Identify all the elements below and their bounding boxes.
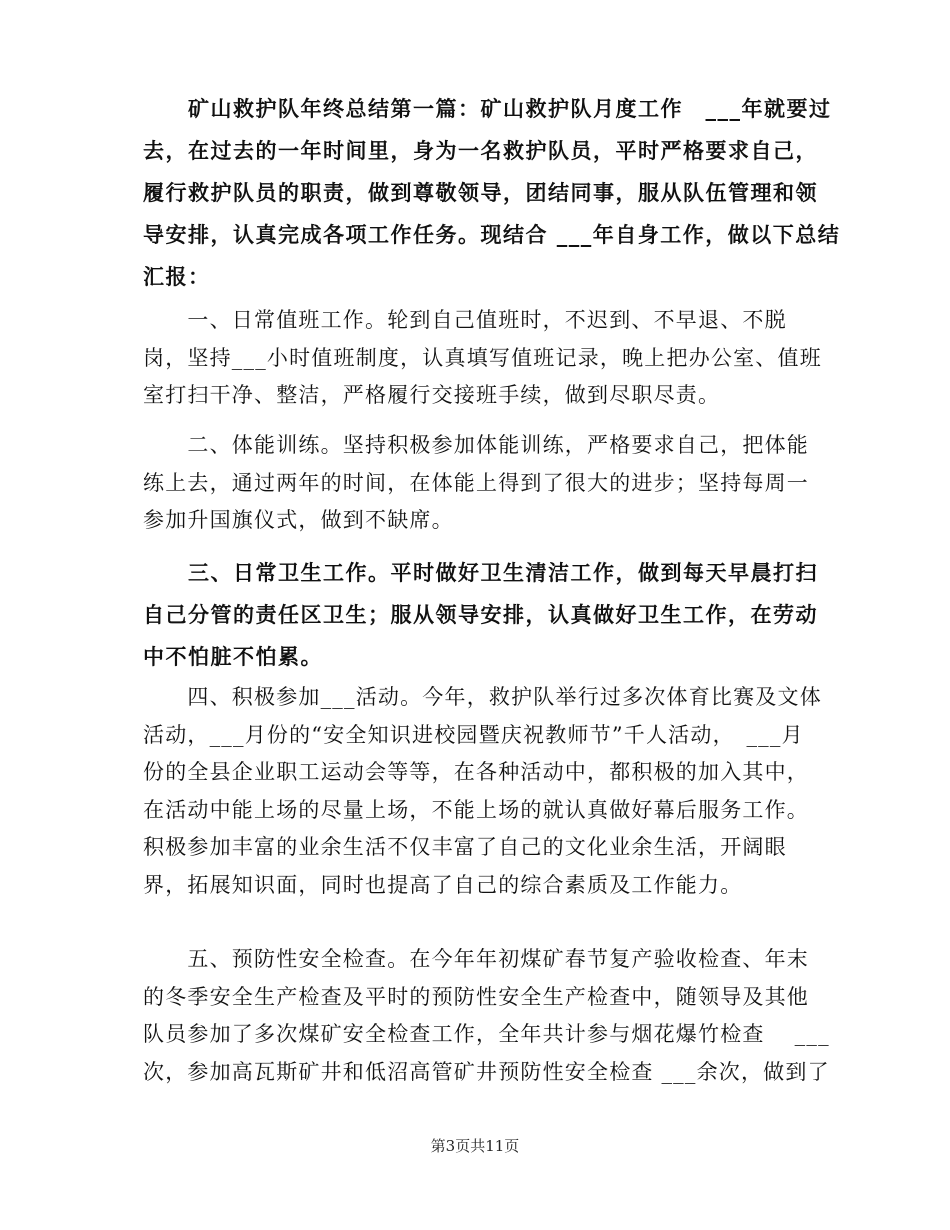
text-line: 矿山救护队年终总结第一篇：矿山救护队月度工作 ___年就要过	[143, 97, 832, 121]
text-line: 练上去，通过两年的时间，在体能上得到了很大的进步；坚持每周一	[143, 470, 809, 495]
paragraph-activities	[143, 679, 822, 904]
text-line: 汇报：	[143, 265, 211, 289]
paragraph-safety-inspection	[143, 941, 830, 1091]
text-line: 次，参加高瓦斯矿井和低沼高管矿井预防性安全检查 ___余次，做到了	[143, 1059, 830, 1084]
text-line: 导安排，认真完成各项工作任务。现结合 ___年自身工作，做以下总结	[143, 223, 841, 247]
text-line: 岗，坚持___小时值班制度，认真填写值班记录，晚上把办公室、值班	[143, 345, 822, 370]
text-line: 中不怕脏不怕累。	[143, 645, 323, 669]
text-line: 二、体能训练。坚持积极参加体能训练，严格要求自己，把体能	[143, 433, 809, 457]
text-line: 履行救护队员的职责，做到尊敬领导，团结同事，服从队伍管理和领	[143, 181, 818, 205]
text-line: 五、预防性安全检查。在今年年初煤矿春节复产验收检查、年末	[143, 947, 809, 971]
text-line: 三、日常卫生工作。平时做好卫生清洁工作，做到每天早晨打扫	[143, 561, 818, 585]
text-line: 界，拓展知识面，同时也提高了自己的综合素质及工作能力。	[143, 872, 743, 897]
paragraph-duty-work	[143, 302, 822, 415]
text-line: 一、日常值班工作。轮到自己值班时，不迟到、不早退、不脱	[143, 308, 787, 332]
text-line: 在活动中能上场的尽量上场，不能上场的就认真做好幕后服务工作。	[143, 797, 809, 822]
text-line: 活动，___月份的“安全知识进校园暨庆祝教师节”千人活动， ___月	[143, 722, 804, 747]
text-line: 室打扫干净、整洁，严格履行交接班手续，做到尽职尽责。	[143, 383, 721, 407]
page-number: 第3页共11页	[430, 1137, 520, 1155]
text-line: 份的全县企业职工运动会等等，在各种活动中，都积极的加入其中，	[143, 760, 809, 784]
paragraph-sanitation-work	[143, 552, 818, 678]
text-line: 去，在过去的一年时间里，身为一名救护队员，平时严格要求自己，	[143, 139, 818, 163]
paragraph-physical-training	[143, 427, 815, 540]
paragraph-intro	[143, 88, 841, 298]
text-line: 队员参加了多次煤矿安全检查工作，全年共计参与烟花爆竹检查 ___	[143, 1022, 830, 1046]
text-line: 参加升国旗仪式，做到不缺席。	[143, 508, 454, 532]
text-line: 自己分管的责任区卫生；服从领导安排，认真做好卫生工作，在劳动	[143, 603, 818, 627]
text-line: 积极参加丰富的业余生活不仅丰富了自己的文化业余生活，开阔眼	[143, 835, 787, 859]
text-line: 的冬季安全生产检查及平时的预防性安全生产检查中，随领导及其他	[143, 984, 809, 1009]
text-line: 四、积极参加___活动。今年，救护队举行过多次体育比赛及文体	[143, 685, 822, 709]
